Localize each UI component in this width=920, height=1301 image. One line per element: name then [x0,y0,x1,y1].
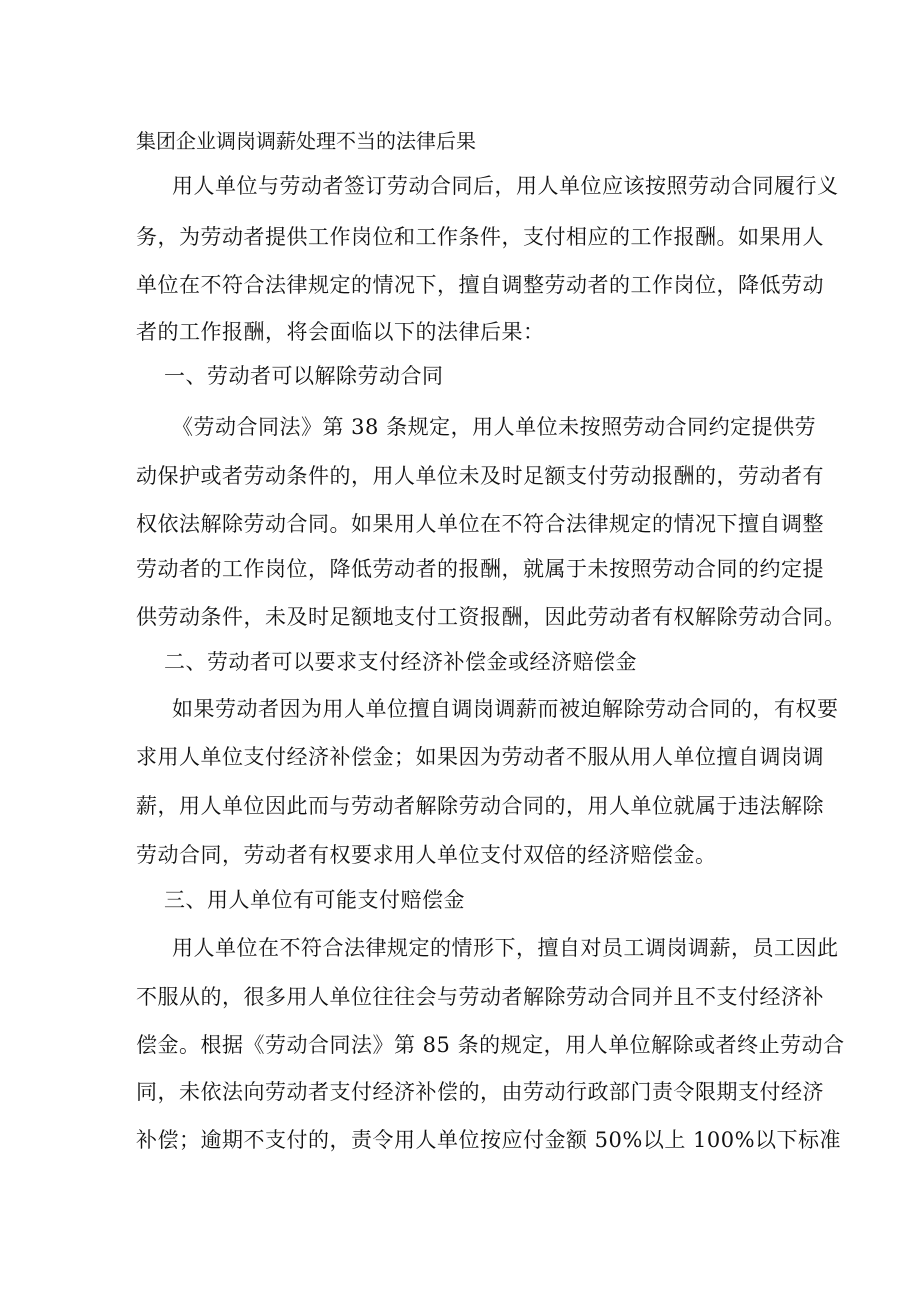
section-heading: 三、用人单位有可能支付赔偿金 [164,888,465,912]
paragraph-line: 单位在不符合法律规定的情况下，擅自调整劳动者的工作岗位，降低劳动 [136,273,824,297]
paragraph-line: 偿金。根据《劳动合同法》第 85 条的规定，用人单位解除或者终止劳动合 [136,1033,845,1057]
paragraph-line: 补偿；逾期不支付的，责令用人单位按应付金额 50%以上 100%以下标准 [136,1128,842,1152]
paragraph-line: 如果劳动者因为用人单位擅自调岗调薪而被迫解除劳动合同的，有权要 [172,697,839,721]
section-heading: 一、劳动者可以解除劳动合同 [164,364,444,388]
paragraph-line: 同，未依法向劳动者支付经济补偿的，由劳动行政部门责令限期支付经济 [136,1080,824,1104]
paragraph-line: 薪，用人单位因此而与劳动者解除劳动合同的，用人单位就属于违法解除 [136,794,824,818]
paragraph-line: 供劳动条件，未及时足额地支付工资报酬，因此劳动者有权解除劳动合同。 [136,605,846,629]
paragraph-line: 《劳动合同法》第 38 条规定，用人单位未按照劳动合同约定提供劳 [172,415,817,439]
paragraph-line: 用人单位在不符合法律规定的情形下，擅自对员工调岗调薪，员工因此 [172,936,839,960]
section-heading: 二、劳动者可以要求支付经济补偿金或经济赔偿金 [164,650,637,674]
paragraph-line: 不服从的，很多用人单位往往会与劳动者解除劳动合同并且不支付经济补 [136,985,824,1009]
paragraph-line: 求用人单位支付经济补偿金；如果因为劳动者不服从用人单位擅自调岗调 [136,745,824,769]
paragraph-line: 务，为劳动者提供工作岗位和工作条件，支付相应的工作报酬。如果用人 [136,225,824,249]
paragraph-line: 劳动合同，劳动者有权要求用人单位支付双倍的经济赔偿金。 [136,843,717,867]
paragraph-line: 权依法解除劳动合同。如果用人单位在不符合法律规定的情况下擅自调整 [136,512,824,536]
paragraph-line: 劳动者的工作岗位，降低劳动者的报酬，就属于未按照劳动合同的约定提 [136,557,824,581]
document-title: 集团企业调岗调薪处理不当的法律后果 [136,129,476,153]
paragraph-line: 动保护或者劳动条件的，用人单位未及时足额支付劳动报酬的，劳动者有 [136,464,824,488]
paragraph-line: 用人单位与劳动者签订劳动合同后，用人单位应该按照劳动合同履行义 [172,174,839,198]
paragraph-line: 者的工作报酬，将会面临以下的法律后果： [136,320,545,344]
